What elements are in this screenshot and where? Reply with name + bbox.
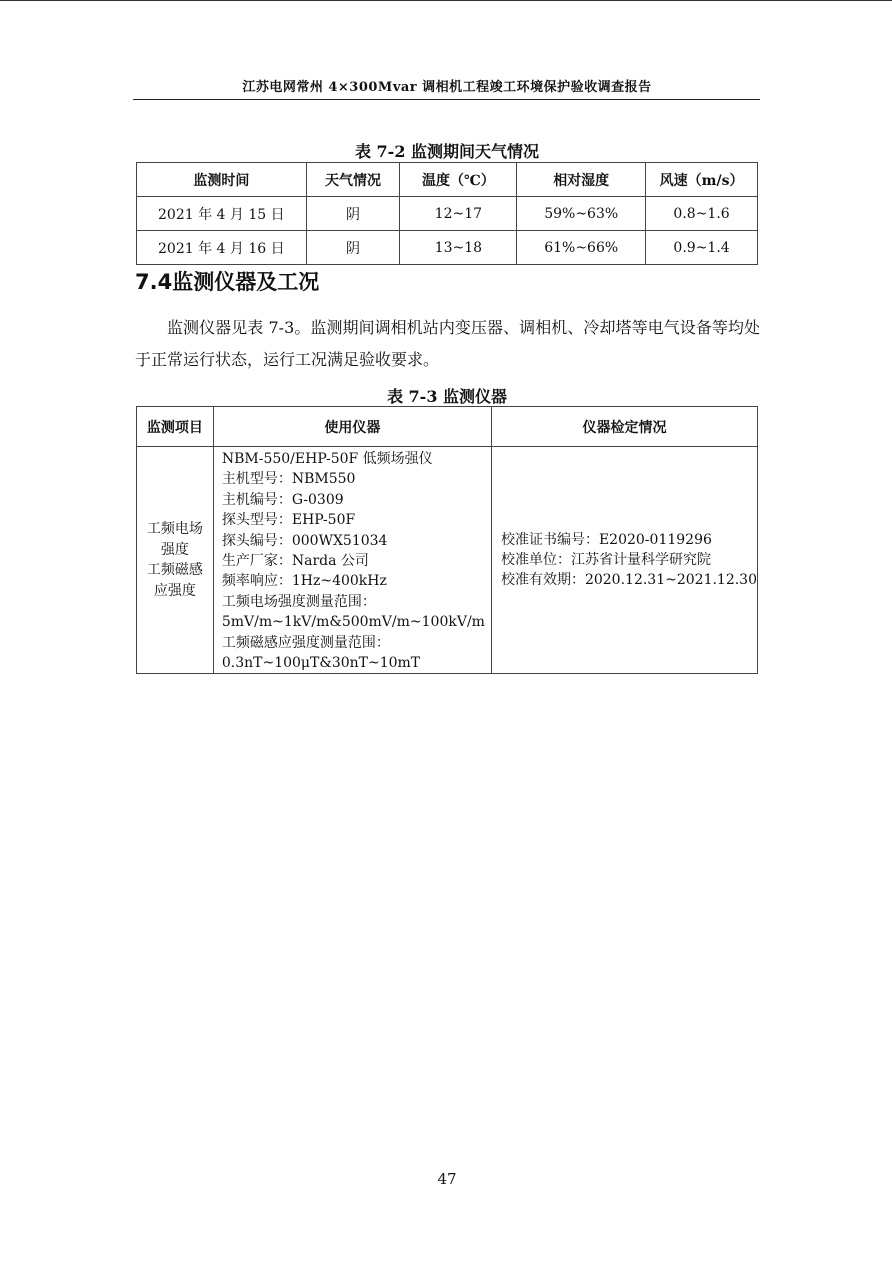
- cell-wind-speed: 0.9~1.4: [646, 231, 758, 265]
- table-7-3-caption: 表 7-3 监测仪器: [386, 387, 508, 406]
- header-instrument: 使用仪器: [213, 407, 491, 447]
- cell-wind-speed: 0.8~1.6: [646, 197, 758, 231]
- instrument-line: 生产厂家：Narda 公司: [221, 553, 369, 570]
- table-7-2-caption: 表 7-2 监测期间天气情况: [354, 142, 540, 161]
- instrument-line: NBM-550/EHP-50F 低频场强仪: [221, 451, 433, 467]
- item-line: 强度: [160, 541, 189, 558]
- cell-humidity: 59%~63%: [517, 197, 646, 231]
- header-rule: [133, 99, 760, 100]
- instrument-line: 频率响应：1Hz~400kHz: [221, 573, 387, 590]
- instrument-line: 主机型号：NBM550: [221, 471, 356, 488]
- instrument-line: 工频电场强度测量范围：: [221, 593, 376, 610]
- cell-date: 2021 年 4 月 16 日: [137, 231, 307, 265]
- header-wind-speed: 风速（m/s）: [646, 163, 758, 197]
- header-weather: 天气情况: [306, 163, 400, 197]
- instrument-line: 主机编号：G-0309: [221, 491, 344, 508]
- cell-weather: 阴: [306, 231, 400, 265]
- item-line: 工频磁感: [146, 562, 203, 579]
- calibration-line: 校准证书编号：E2020-0119296: [500, 531, 712, 548]
- instrument-line: 探头编号：000WX51034: [221, 532, 388, 549]
- cell-temperature: 12~17: [400, 197, 517, 231]
- header-humidity: 相对湿度: [517, 163, 646, 197]
- calibration-line: 校准有效期：2020.12.31~2021.12.30: [500, 572, 757, 589]
- table-header-row: [137, 163, 758, 197]
- header-monitor-item: 监测项目: [137, 407, 214, 447]
- table-row: [137, 447, 758, 674]
- header-monitor-time: 监测时间: [137, 163, 307, 197]
- header-calibration: 仪器检定情况: [491, 407, 757, 447]
- instrument-line: 5mV/m~1kV/m&500mV/m~100kV/m: [221, 614, 485, 631]
- table-row: [137, 197, 758, 231]
- instrument-table: [136, 406, 758, 674]
- cell-humidity: 61%~66%: [517, 231, 646, 265]
- cell-calibration: [491, 447, 757, 674]
- weather-table: [136, 162, 758, 265]
- section-title: 7.4监测仪器及工况: [135, 270, 320, 294]
- instrument-line: 0.3nT~100μT&30nT~10mT: [221, 655, 421, 672]
- instrument-line: 工频磁感应强度测量范围：: [221, 634, 390, 651]
- table-row: [137, 231, 758, 265]
- body-paragraph: 监测仪器见表 7-3。监测期间调相机站内变压器、调相机、冷却塔等电气设备等均处于正常运行状态，运行工况满足验收要求。: [135, 318, 760, 369]
- item-line: 工频电场: [146, 521, 203, 538]
- instrument-line: 探头型号：EHP-50F: [221, 512, 356, 529]
- page-number: 47: [437, 1170, 457, 1188]
- running-header: 江苏电网常州 4×300Mvar 调相机工程竣工环境保护验收调查报告: [242, 80, 652, 95]
- cell-monitor-item: [137, 447, 214, 674]
- cell-date: 2021 年 4 月 15 日: [137, 197, 307, 231]
- cell-instrument: [213, 447, 491, 674]
- table-header-row: [137, 407, 758, 447]
- calibration-line: 校准单位：江苏省计量科学研究院: [500, 552, 711, 569]
- item-line: 应强度: [153, 582, 196, 599]
- page-top-border: [0, 0, 892, 1]
- cell-weather: 阴: [306, 197, 400, 231]
- header-temperature: 温度（℃）: [400, 163, 517, 197]
- cell-temperature: 13~18: [400, 231, 517, 265]
